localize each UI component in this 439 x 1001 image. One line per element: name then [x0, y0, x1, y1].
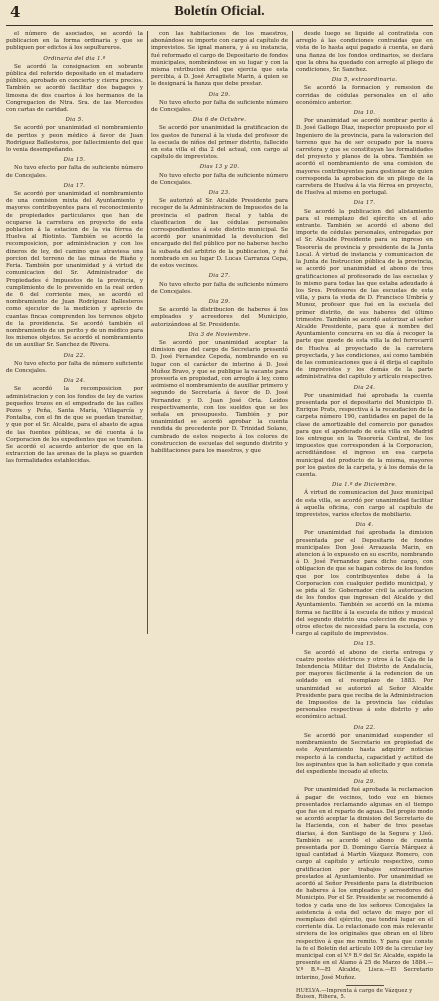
entry-text: No tuvo efecto por falta de suficiente número de Concejales.	[6, 165, 143, 179]
entry-date-heading: Dias 13 y 20.	[199, 164, 240, 171]
minutes-entry	[151, 273, 288, 296]
entry-date-heading: Dia 29.	[208, 298, 231, 305]
entry-text: No tuvo efecto por falta de suficiente número de Concejales.	[151, 99, 288, 114]
entry-text: desde luego se liquide al contratista con arreglo á las condiciones contraidas que en vista de lo hasta aquí pagado á cuenta, se dará una fianza de los fondos ordinarios, se declara que la obra ha quedado con arreglo al pliego de condiciones, Sr. Sanchez.	[296, 31, 433, 74]
minutes-entry	[6, 378, 143, 465]
entry-text: el número de asociados, se acordó la publicacion en la forma ordinaria y que se publiquen por edictos á los sepultureros.	[6, 31, 143, 52]
minutes-entry	[6, 183, 143, 350]
entry-text: No tuvo efecto por falta de suficiente número de Concejales.	[151, 172, 288, 186]
entry-text: Por unanimidad se acordó nombrar perito á D. José Gallego Diaz, inspector propuesto por el Ingeniero de la provincia, para la valoracion del terreno que ha de ser ocupado por la nueva carretera y que se constituyan las formalidades del proyecto y planos de la obra. También se acordó el nombramiento de una comision de mayores contribuyentes para gestionar de quien corresponda la aprobacion de un pliego de la carretera de Huelva á la via férrea en proyecto, de Huelva al mismo en portugal.	[296, 118, 433, 197]
minutes-entry	[296, 31, 433, 74]
entry-text: No tuvo efecto por falta de suficiente número de Concejales.	[151, 281, 288, 295]
entry-date-heading: Dia 22.	[353, 724, 376, 731]
minutes-entry	[6, 117, 143, 154]
column-2	[151, 31, 288, 634]
entry-text: Se autorizó al Sr. Alcalde Presidente para recoger de la Administracion de Impuestos de la provincia el padron fiscal y tabla de clasificacion de las cédulas personales correspondientes á este distrito municipal. Se acordó por unanimidad la devolucion del encargado del fiel público por no haberse hecho la subasta del arbitrio de la publicacion, y fué nombrado en su lugar D. Lucas Carranza Cepa, de estos vecinos.	[151, 198, 288, 270]
entry-date-heading: Dia 17.	[63, 182, 86, 189]
minutes-entry	[296, 110, 433, 197]
entry-date-heading: Dia 5, extraordinaria.	[331, 77, 398, 84]
page-header	[6, 3, 433, 26]
entry-text: Se acordó la formacion y remesion de corridas de cédulas personales en el año económico anterior.	[296, 85, 433, 106]
entry-text: con las habitaciones de los maestros, abonándose su importe con cargo al capítulo de imprevistos. Se ignal manera, y á su instancia, fué reformado el cargo de Depositario de fondos municipales, nombrándose en su lugar y con la misma retribucion del que ejercia que esta percibia, á D. José Arragüete Marin, á quien se le designará la fianza que debe prestar.	[151, 31, 288, 88]
entry-date-heading: Dia 24.	[353, 384, 376, 391]
entry-date-heading: Dia 17.	[353, 200, 376, 207]
entry-date-heading: Dia 29.	[208, 91, 231, 98]
entry-text: Se acordó la distribucion de haberes á los empleados y acreedores del Municipio, autorizándose al Sr. Presidente.	[151, 307, 288, 328]
entry-text: Á virtud de comunicacion del Juez municipal de esta villa, se acordó por unanimidad facilitar á aquella oficina, con cargo al capítulo de imprevistos, varios efectos de mobiliario.	[296, 490, 433, 518]
minutes-entry	[151, 92, 288, 115]
page-number: 4	[10, 3, 21, 21]
minutes-entry	[296, 77, 433, 107]
minutes-entry	[6, 157, 143, 180]
minutes-entry	[296, 482, 433, 519]
entry-date-heading: Dia 4.	[355, 522, 374, 529]
entry-text: Se acordó por unanimidad la gratificacion de los gastos de funeral á la viuda del profesor de la escuela de niños del primer distrito, fallecido en esta villa el dia 2 del actual, con cargo al capítulo de imprevistos.	[151, 125, 288, 161]
entry-date-heading: Dia 15.	[63, 157, 86, 164]
minutes-entry	[296, 725, 433, 776]
minutes-entry	[296, 641, 433, 721]
entry-date-heading: Dia 3 de Noviembre.	[188, 331, 251, 338]
entry-text: Se acordó el abono de cierta entrega y cuatro postes eléctricos y otros á la Caja de la Intendencia Militar del Distrito de Andalucía, por mayores fácilmente á la redencion de un soldado en el reemplazo de 1883. Por unanimidad se autorizó al Señor Alcalde Presidente para que reciba de la Administracion de Impuestos de la provincia las cédulas personales respectivas á este distrito y año económico actual.	[296, 649, 433, 721]
entry-text: Por unanimidad fué aprobada la dimision presentada por el Depositario de fondos municipales Don José Arrazaola Marin, en atencion á lo expuesto en su escrito, nombrando á D. José Fernandez para dicho cargo, con obligacion de que se hagan cobros de los fondos que por los contribuyentes debe á la Corporacion con cualquier pedido municipal, y se pida al Sr. Gobernador civil la autorizacion de los fondos que ingresan del Alcalde y del Ayuntamiento. También se acordó en la misma forma se facilite á la escuela de niños y musical del segundo distrito una coleccion de mapas y otros efectos de necesidad para la escuela, con cargo al capítulo de imprevistos.	[296, 530, 433, 638]
entry-text: Se acordó por unanimidad el nombramiento de peritos y peon médico á favor de Juan Rodríguez Ballesteros, por fallecimiento del que lo venia desempeñando.	[6, 125, 143, 154]
entry-text: Se acordó por unanimidad aceptar la dimision que del cargo de Secretario presentó D. José Fernandez Cepeda, nombrando en su lugar con el carácter de interino á D. José Muñoz Bravo, y que se publique la vacante para proveerla en propiedad, con arreglo á ley, como asimismo el nombramiento de auxiliar primero y segundo de Secretaría á favor de D. José Fernandez y D. Juan José Orta. Leídos respectivamente, con los sueldos que se les señala en presupuesto. También y por unanimidad se acordó aprobar la cuenta rendida de precedente por D. Trinidad Solano, cumbrado de estos respecto á los colores de construccion de escuelas del segundo distrito y habilitaciones para los maestros, y que	[151, 339, 288, 454]
minutes-entry	[151, 190, 288, 270]
rule-divider	[346, 985, 384, 986]
entry-date-heading: Dia 22.	[63, 352, 86, 359]
page-title: Boletín Oficial.	[174, 4, 265, 19]
entry-date-heading: Dia 24.	[63, 378, 86, 385]
entry-date-heading: Dia 15.	[353, 641, 376, 648]
entry-date-heading: Dia 29.	[353, 779, 376, 786]
entry-date-heading: Dia 1.º de Diciembre.	[331, 482, 398, 489]
entry-text: Por unanimidad fué aprobada la cuenta presentada por el depositario del Municipio D. Enrique Prats, respectiva á la recaudacion de la carpeta número 190, cantidades en papel de la clase de amortizable del comercio por ganados para que el apoderado de esta villa en Madrid los entregue en la Tesorería Central, de los impuestos que corresponden á la Corporacion, acreditándose el ingreso en esa carpeta municipal del producto de la misma, mayores por los gastos de la carpeta, y á los demás de la cuenta.	[296, 392, 433, 478]
entry-text: Se acordó la recomposicion por administracion y con los fondos de ley de varios pequeños trozos en el empedrado de las calles Pozos y Peña, Santa María, Villagarcía y Fontalba, con el fin de que se puedan transitar, y que por el Sr. Alcalde, para el abasto de agua de las fuentes públicas, se dé cuenta á la Corporacion de los expedientes que se tramiten. Se acordó el acuerdo anterior de que en la extraccion de las arenas de la playa se guarden las formalidades establecidas.	[6, 386, 143, 465]
columns-area	[6, 31, 433, 1001]
column-divider	[147, 31, 148, 634]
minutes-entry	[151, 299, 288, 329]
entry-text: Se acordó por unanimidad el nombramiento de una comision mixta del Ayuntamiento y mayores contribuyentes para el reconocimiento de propiedades particulares que han de ocuparse la carretera en proyecto de esta poblacion á la estacion de la via férrea de Huelva al Ríotinto. También se acordó la recomposicion, por administracion y con los dineros de ley, del camino que atraviesa una porcion del terreno de las minas de Riaño y Feria. También por unanimidad y á virtud de comunicacion del Sr. Administrador de Propiedades é Impuestos de la provincia, y cumplimiento de lo prevenido en la real orden de 6 del corriente mes, se acordó el nombramiento de Juan Rodríguez Ballesteros como ejecutor de la medicion y aprecio de cuantas fincas comprenden los terrenos objeto de la providencia. Se acordó también el nombramiento de un perito y de un médico para los mismos objetos. Se acordó el nombramiento de un auxiliar Sr. Sanchez de Rivera.	[6, 191, 143, 349]
entry-text: No tuvo efecto por falta de número suficiente de Concejales.	[6, 360, 143, 374]
column-3	[296, 31, 433, 1001]
minutes-entry	[6, 353, 143, 376]
column-1	[6, 31, 143, 634]
minutes-entry	[151, 31, 288, 89]
minutes-entry	[151, 332, 288, 455]
entry-date-heading: Dia 6 de Octubre.	[192, 117, 247, 124]
entry-text: Se acordó la consignacion en sobrante pública del referido depositado en el matadero público, aprobado en concierto y cierra precios. También se acordó facilitar dos bagages y limosna de dos cuartos á los hermanos de la Congregacion de Ntra. Sra. de las Mercedes con cartas de caridad.	[6, 63, 143, 114]
entry-text: Se acordó por unanimidad suspender el nombramiento de Secretario en propiedad de este Ayuntamiento hasta adquirir noticias respecto á la conducta, capacidad y actitud de los aspirantes que la han solicitado y que consta del expediente incoado al efecto.	[296, 732, 433, 775]
minutes-entry	[151, 117, 288, 161]
minutes-entry	[296, 779, 433, 982]
minutes-entry	[6, 56, 143, 115]
minutes-entry	[6, 31, 143, 53]
entry-date-heading: Dia 27.	[208, 273, 231, 280]
entry-text: Por unanimidad fué aprobada la reclamacion á pagar de vecinos, todo voz en bienes presentados reclamando algunas en el tiempo que fue en el reparto de aguas. Del propio modo se acordó aceptar la dimision del Secretario de la Hacienda, con el haber de tres pesetas diarias, á don Santiago de la Segura y Lleó. También se acordó el abono de cuenta presentada por D. Domingo García Márquez á igual cantidad á Martín Vázquez Romero, con cargo al capítulo y artículo respectivo, como gratificacion por trabajos extraordinarios prestados al Ayuntamiento. Por unanimidad se acordó al Señor Presidente para la distribucion de haberes á los empleados y acreedores del Municipio. Por el Sr. Presidente se recomendó á todos y cada uno de los señores Concejales la asistencia á esta del octavo de mayo por el reemplazo del ejército, que tendrá lugar en el corriente día. Lo relacionado con más relevante sirviera de los originales que obran en el libro respectivo á que me remito. Y para que conste la fe el Boletín del artículo 109 de la circular ley municipal con el V.º B.º del Sr. Alcalde, expido la presente en el Álamo á 25 de Marzo de 1884.—V.º B.º—El Alcalde, Lisca.—El Secretario interino, José Muñoz.	[296, 787, 433, 981]
minutes-entry	[296, 385, 433, 480]
printer-imprint: HUELVA.—Imprenta á cargo de Vázquez y Buisen, Ribera, 5.	[296, 987, 413, 1001]
entry-date-heading: Dia 23.	[208, 190, 231, 197]
column-divider	[292, 31, 293, 634]
entry-date-heading: Dia 10.	[353, 110, 376, 117]
minutes-entry	[296, 522, 433, 638]
entry-date-heading: Dia 5.	[65, 117, 84, 124]
entry-text: Se acordó la publicacion del alistamiento para el reemplazo del ejército en el año entrante. También se acordó el abono del importe de cédulas personales, entregadas por el Sr. Alcalde Presidente para su ingreso en Tesorería de provincia y presidente de la Junta Local. Á virtud de instancia y comunicacion de la Junta de Instruccion pública de la provincia, se acordó por unanimidad el abono de tres gratificaciones al profesorado de las escuelas y lo mismo para todas las que estaba adeudado á los Sres. Profesores de las escuelas de esta villa, y para la viuda de D. Francisco Umbría y Munoz, profesor que fué en la escuela del primer distrito, de sus haberes del último trimestre. También se acordó autorizar al señor Alcalde Presidente, para que á nombre del Ayuntamiento concurra en su día á recoger la parte que quede de esta villa la del ferrocarril de Huelva al proyectado de la carretera proyectada, y las condiciones, así como también de las comunicaciones que á él dirija el capítulo de imprevistos y los demás de la parte administrativa del capítulo y artículo respectivo.	[296, 208, 433, 381]
minutes-entry	[296, 200, 433, 381]
minutes-entry	[151, 164, 288, 187]
entry-date-heading: Ordinaria del dia 1.º	[43, 55, 106, 62]
